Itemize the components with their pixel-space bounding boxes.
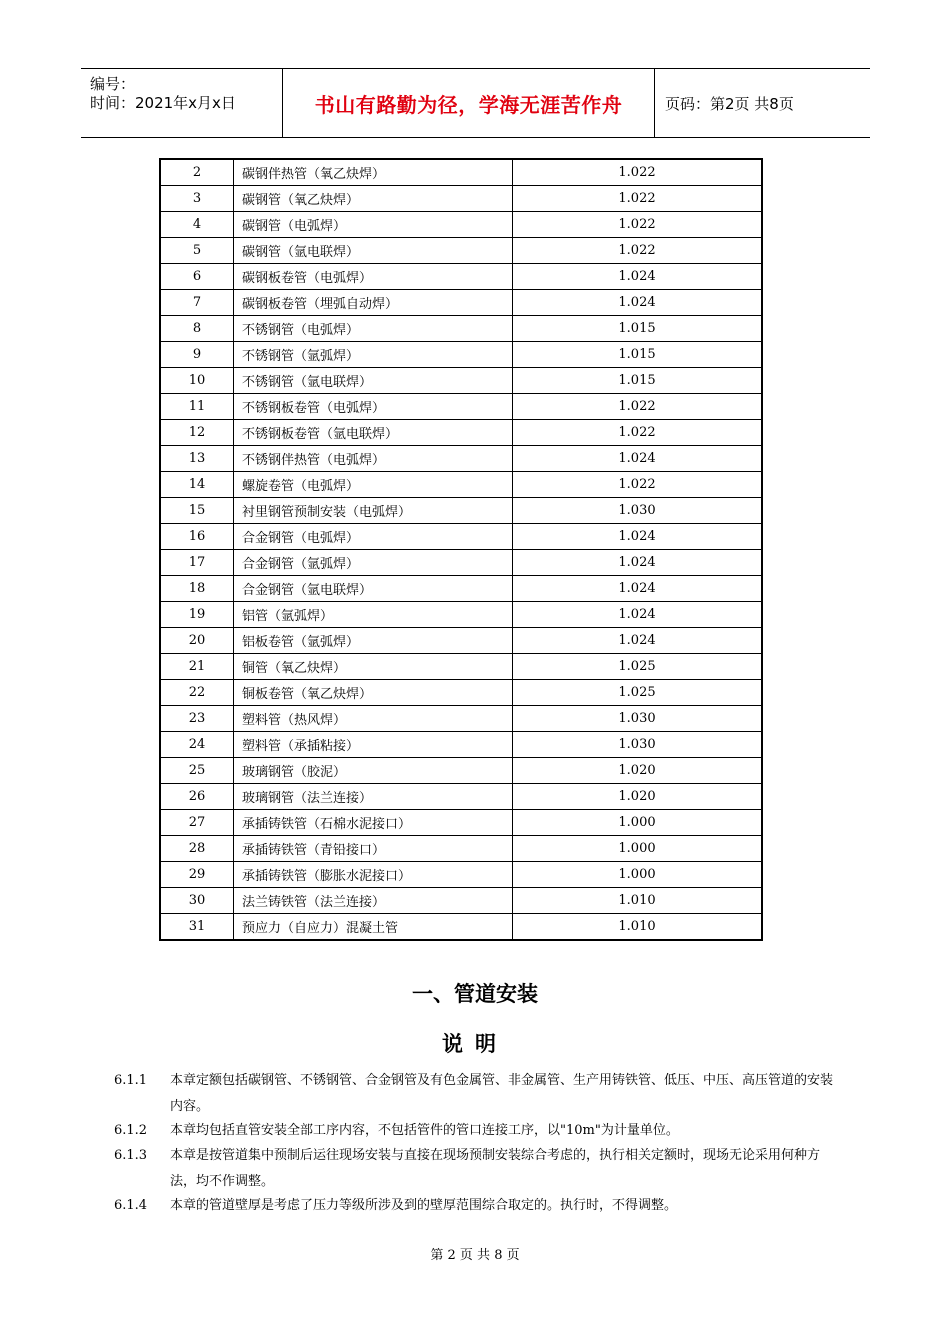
table-row — [160, 706, 762, 732]
table-row — [160, 498, 762, 524]
pipe-type-cell: 玻璃钢管（法兰连接） — [234, 784, 513, 810]
pipe-type-cell: 螺旋卷管（电弧焊） — [234, 472, 513, 498]
coefficient-cell: 1.022 — [513, 472, 763, 498]
paragraph-6-1-1 — [114, 1068, 844, 1120]
table-row — [160, 576, 762, 602]
row-number-cell: 13 — [160, 446, 234, 472]
paragraph-text: 本章均包括直管安装全部工序内容，不包括管件的管口连接工序，以"10m"为计量单位。 — [170, 1123, 679, 1138]
paragraph-number: 6.1.3 — [114, 1148, 148, 1163]
coefficient-cell: 1.010 — [513, 888, 763, 914]
coefficient-cell: 1.024 — [513, 628, 763, 654]
row-number-cell: 18 — [160, 576, 234, 602]
row-number-cell: 11 — [160, 394, 234, 420]
row-number-cell: 9 — [160, 342, 234, 368]
document-number: 编号： — [90, 75, 136, 93]
table-row — [160, 290, 762, 316]
pipe-type-cell: 合金钢管（电弧焊） — [234, 524, 513, 550]
coefficient-cell: 1.024 — [513, 550, 763, 576]
coefficient-cell: 1.015 — [513, 342, 763, 368]
page-footer: 第 2 页 共 8 页 — [430, 1248, 520, 1263]
coefficient-cell: 1.025 — [513, 680, 763, 706]
pipe-type-cell: 碳钢管（氧乙炔焊） — [234, 186, 513, 212]
row-number-cell: 22 — [160, 680, 234, 706]
pipe-type-cell: 不锈钢管（电弧焊） — [234, 316, 513, 342]
row-number-cell: 10 — [160, 368, 234, 394]
row-number-cell: 16 — [160, 524, 234, 550]
coefficient-table — [159, 158, 763, 941]
row-number-cell: 8 — [160, 316, 234, 342]
row-number-cell: 25 — [160, 758, 234, 784]
header-page-cell — [655, 69, 870, 137]
table-row — [160, 550, 762, 576]
row-number-cell: 15 — [160, 498, 234, 524]
section-subtitle: 说明 — [442, 1032, 508, 1056]
coefficient-cell: 1.022 — [513, 420, 763, 446]
coefficient-cell: 1.015 — [513, 368, 763, 394]
pipe-type-cell: 铝管（氩弧焊） — [234, 602, 513, 628]
pipe-type-cell: 法兰铸铁管（法兰连接） — [234, 888, 513, 914]
coefficient-cell: 1.022 — [513, 212, 763, 238]
table-row — [160, 212, 762, 238]
row-number-cell: 28 — [160, 836, 234, 862]
pipe-type-cell: 玻璃钢管（胶泥） — [234, 758, 513, 784]
paragraph-number: 6.1.2 — [114, 1123, 148, 1138]
coefficient-cell: 1.020 — [513, 758, 763, 784]
row-number-cell: 17 — [160, 550, 234, 576]
row-number-cell: 27 — [160, 810, 234, 836]
row-number-cell: 31 — [160, 914, 234, 941]
paragraph-6-1-3 — [114, 1143, 844, 1195]
table-row — [160, 342, 762, 368]
coefficient-cell: 1.030 — [513, 732, 763, 758]
coefficient-cell: 1.015 — [513, 316, 763, 342]
page-header — [81, 68, 870, 138]
row-number-cell: 23 — [160, 706, 234, 732]
paragraph-number: 6.1.1 — [114, 1073, 148, 1088]
pipe-type-cell: 碳钢板卷管（电弧焊） — [234, 264, 513, 290]
pipe-type-cell: 塑料管（承插粘接） — [234, 732, 513, 758]
row-number-cell: 5 — [160, 238, 234, 264]
pipe-type-cell: 碳钢管（氩电联焊） — [234, 238, 513, 264]
paragraph-6-1-4 — [114, 1193, 844, 1219]
header-motto-cell — [283, 69, 655, 137]
table-row — [160, 446, 762, 472]
section-title: 一、管道安装 — [412, 982, 538, 1006]
row-number-cell: 3 — [160, 186, 234, 212]
paragraph-6-1-2 — [114, 1118, 844, 1144]
coefficient-cell: 1.024 — [513, 290, 763, 316]
pipe-type-cell: 合金钢管（氩电联焊） — [234, 576, 513, 602]
coefficient-cell: 1.010 — [513, 914, 763, 941]
paragraph-text: 本章定额包括碳钢管、不锈钢管、合金钢管及有色金属管、非金属管、生产用铸铁管、低压、中压、高压管道的安装内容。 — [170, 1073, 834, 1114]
row-number-cell: 6 — [160, 264, 234, 290]
coefficient-cell: 1.030 — [513, 498, 763, 524]
row-number-cell: 12 — [160, 420, 234, 446]
paragraph-text: 本章的管道壁厚是考虑了压力等级所涉及到的壁厚范围综合取定的。执行时，不得调整。 — [170, 1198, 678, 1213]
pipe-type-cell: 预应力（自应力）混凝土管 — [234, 914, 513, 941]
row-number-cell: 4 — [160, 212, 234, 238]
row-number-cell: 21 — [160, 654, 234, 680]
coefficient-cell: 1.000 — [513, 862, 763, 888]
coefficient-cell: 1.024 — [513, 264, 763, 290]
pipe-type-cell: 衬里钢管预制安装（电弧焊） — [234, 498, 513, 524]
table-row — [160, 836, 762, 862]
table-row — [160, 758, 762, 784]
row-number-cell: 30 — [160, 888, 234, 914]
pipe-type-cell: 不锈钢管（氩电联焊） — [234, 368, 513, 394]
table-row — [160, 914, 762, 941]
pipe-type-cell: 承插铸铁管（青铅接口） — [234, 836, 513, 862]
table-row — [160, 420, 762, 446]
row-number-cell: 20 — [160, 628, 234, 654]
table-row — [160, 368, 762, 394]
coefficient-cell: 1.000 — [513, 810, 763, 836]
pipe-type-cell: 铝板卷管（氩弧焊） — [234, 628, 513, 654]
header-motto: 书山有路勤为径，学海无涯苦作舟 — [314, 92, 623, 117]
row-number-cell: 14 — [160, 472, 234, 498]
pipe-type-cell: 碳钢板卷管（埋弧自动焊） — [234, 290, 513, 316]
coefficient-cell: 1.024 — [513, 524, 763, 550]
pipe-type-cell: 承插铸铁管（石棉水泥接口） — [234, 810, 513, 836]
table-row — [160, 316, 762, 342]
table-row — [160, 654, 762, 680]
table-row — [160, 264, 762, 290]
table-row — [160, 186, 762, 212]
pipe-type-cell: 碳钢管（电弧焊） — [234, 212, 513, 238]
coefficient-cell: 1.025 — [513, 654, 763, 680]
pipe-type-cell: 塑料管（热风焊） — [234, 706, 513, 732]
table-row — [160, 159, 762, 186]
table-row — [160, 524, 762, 550]
table-row — [160, 472, 762, 498]
coefficient-cell: 1.024 — [513, 602, 763, 628]
coefficient-cell: 1.024 — [513, 576, 763, 602]
coefficient-cell: 1.022 — [513, 394, 763, 420]
row-number-cell: 19 — [160, 602, 234, 628]
table-row — [160, 394, 762, 420]
pipe-type-cell: 碳钢伴热管（氧乙炔焊） — [234, 159, 513, 186]
table-row — [160, 680, 762, 706]
pipe-type-cell: 不锈钢板卷管（电弧焊） — [234, 394, 513, 420]
table-row — [160, 732, 762, 758]
coefficient-cell: 1.024 — [513, 446, 763, 472]
coefficient-cell: 1.022 — [513, 238, 763, 264]
pipe-type-cell: 不锈钢板卷管（氩电联焊） — [234, 420, 513, 446]
table-row — [160, 628, 762, 654]
table-row — [160, 238, 762, 264]
coefficient-cell: 1.030 — [513, 706, 763, 732]
coefficient-cell: 1.000 — [513, 836, 763, 862]
document-time: 时间：2021年x月x日 — [90, 94, 236, 112]
row-number-cell: 29 — [160, 862, 234, 888]
coefficient-cell: 1.022 — [513, 159, 763, 186]
table-row — [160, 862, 762, 888]
table-row — [160, 888, 762, 914]
pipe-type-cell: 不锈钢伴热管（电弧焊） — [234, 446, 513, 472]
pipe-type-cell: 不锈钢管（氩弧焊） — [234, 342, 513, 368]
header-page-code: 页码：第2页 共8页 — [665, 94, 794, 113]
table-row — [160, 784, 762, 810]
header-meta — [81, 69, 283, 137]
pipe-type-cell: 承插铸铁管（膨胀水泥接口） — [234, 862, 513, 888]
table-row — [160, 602, 762, 628]
paragraph-text: 本章是按管道集中预制后运往现场安装与直接在现场预制安装综合考虑的，执行相关定额时，现场无论采用何种方法，均不作调整。 — [170, 1148, 821, 1189]
coefficient-cell: 1.022 — [513, 186, 763, 212]
pipe-type-cell: 合金钢管（氩弧焊） — [234, 550, 513, 576]
pipe-type-cell: 铜管（氧乙炔焊） — [234, 654, 513, 680]
coefficient-table-body — [160, 159, 762, 940]
row-number-cell: 26 — [160, 784, 234, 810]
pipe-type-cell: 铜板卷管（氧乙炔焊） — [234, 680, 513, 706]
coefficient-cell: 1.020 — [513, 784, 763, 810]
row-number-cell: 2 — [160, 159, 234, 186]
row-number-cell: 24 — [160, 732, 234, 758]
paragraph-number: 6.1.4 — [114, 1198, 148, 1213]
row-number-cell: 7 — [160, 290, 234, 316]
table-row — [160, 810, 762, 836]
